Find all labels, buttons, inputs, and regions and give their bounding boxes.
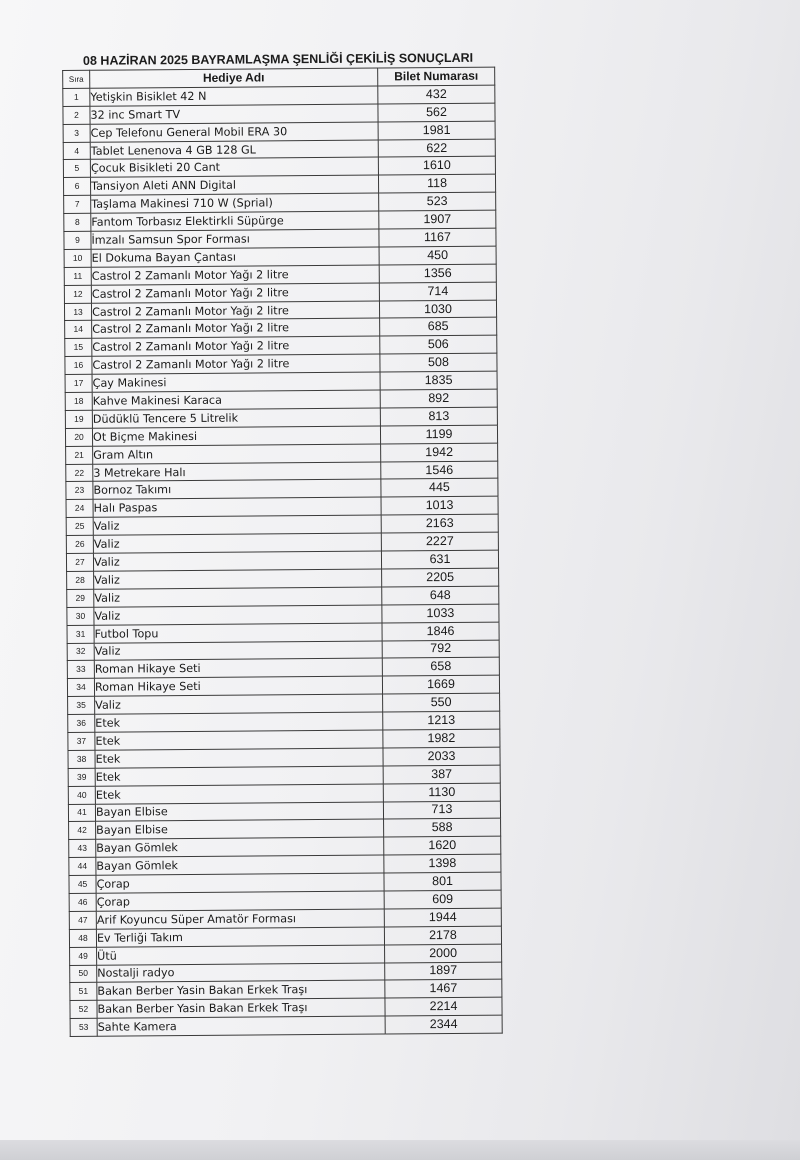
ticket-number: 713 xyxy=(383,801,500,820)
ticket-number: 1213 xyxy=(383,711,500,730)
ticket-number: 2178 xyxy=(384,926,501,945)
row-number: 12 xyxy=(64,285,91,303)
gift-name: Castrol 2 Zamanlı Motor Yağı 2 litre xyxy=(91,301,379,321)
row-number: 9 xyxy=(64,231,91,249)
gift-name: Castrol 2 Zamanlı Motor Yağı 2 litre xyxy=(92,336,380,356)
ticket-number: 1356 xyxy=(379,264,496,283)
gift-name: Ütü xyxy=(97,945,385,965)
gift-name: Bayan Gömlek xyxy=(96,837,384,857)
row-number: 16 xyxy=(65,357,92,375)
row-number: 53 xyxy=(70,1018,97,1036)
row-number: 42 xyxy=(69,822,96,840)
gift-name: Gram Altın xyxy=(93,444,381,464)
gift-name: 3 Metrekare Halı xyxy=(93,462,381,482)
ticket-number: 685 xyxy=(380,318,497,337)
row-number: 41 xyxy=(68,804,95,822)
row-number: 36 xyxy=(68,714,95,732)
gift-name: Etek xyxy=(95,748,383,768)
row-number: 44 xyxy=(69,857,96,875)
row-number: 32 xyxy=(67,643,94,661)
ticket-number: 2205 xyxy=(382,568,499,587)
row-number: 21 xyxy=(66,446,93,464)
row-number: 45 xyxy=(69,875,96,893)
ticket-number: 506 xyxy=(380,335,497,354)
gift-name: Roman Hikaye Seti xyxy=(94,676,382,696)
ticket-number: 1167 xyxy=(379,228,496,247)
ticket-number: 118 xyxy=(378,174,495,193)
gift-name: Çay Makinesi xyxy=(92,372,380,392)
gift-name: Çorap xyxy=(96,891,384,911)
gift-name: Castrol 2 Zamanlı Motor Yağı 2 litre xyxy=(92,318,380,338)
row-number: 27 xyxy=(66,553,93,571)
ticket-number: 523 xyxy=(379,192,496,211)
gift-name: Kahve Makinesi Karaca xyxy=(92,390,380,410)
ticket-number: 562 xyxy=(378,103,495,122)
ticket-number: 1199 xyxy=(380,425,497,444)
gift-name: Etek xyxy=(95,712,383,732)
row-number: 47 xyxy=(69,911,96,929)
gift-name: Tansiyon Aleti ANN Digital xyxy=(90,175,378,195)
gift-name: Bornoz Takımı xyxy=(93,479,381,499)
gift-name: Castrol 2 Zamanlı Motor Yağı 2 litre xyxy=(92,354,380,374)
ticket-number: 1907 xyxy=(379,210,496,229)
row-number: 37 xyxy=(68,732,95,750)
row-number: 13 xyxy=(64,303,91,321)
ticket-number: 1846 xyxy=(382,622,499,641)
gift-name: Sahte Kamera xyxy=(97,1016,385,1036)
row-number: 20 xyxy=(65,428,92,446)
row-number: 11 xyxy=(64,267,91,285)
row-number: 8 xyxy=(64,213,91,231)
gift-name: Bayan Elbise xyxy=(96,819,384,839)
gift-name: Roman Hikaye Seti xyxy=(94,658,382,678)
gift-name: Fantom Torbasız Elektirkli Süpürge xyxy=(91,211,379,231)
gift-name: Cep Telefonu General Mobil ERA 30 xyxy=(90,122,378,142)
row-number: 29 xyxy=(67,589,94,607)
ticket-number: 2000 xyxy=(385,944,502,963)
ticket-number: 1620 xyxy=(384,836,501,855)
row-number: 51 xyxy=(70,983,97,1001)
row-number: 24 xyxy=(66,500,93,518)
row-number: 49 xyxy=(70,947,97,965)
gift-name: Castrol 2 Zamanlı Motor Yağı 2 litre xyxy=(91,283,379,303)
ticket-number: 631 xyxy=(381,550,498,569)
row-number: 15 xyxy=(65,339,92,357)
ticket-number: 1610 xyxy=(378,157,495,176)
gift-name: İmzalı Samsun Spor Forması xyxy=(91,229,379,249)
row-number: 4 xyxy=(63,142,90,160)
row-number: 28 xyxy=(67,571,94,589)
ticket-number: 813 xyxy=(380,407,497,426)
gift-name: Çorap xyxy=(96,873,384,893)
gift-name: Taşlama Makinesi 710 W (Sprial) xyxy=(91,193,379,213)
row-number: 23 xyxy=(66,482,93,500)
gift-name: Futbol Topu xyxy=(94,623,382,643)
row-number: 2 xyxy=(63,106,90,124)
ticket-number: 1546 xyxy=(381,461,498,480)
paper-bottom-edge xyxy=(0,1140,800,1160)
results-table xyxy=(62,67,503,1037)
row-number: 22 xyxy=(66,464,93,482)
gift-name: Valiz xyxy=(95,694,383,714)
row-number: 14 xyxy=(65,321,92,339)
ticket-number: 892 xyxy=(380,389,497,408)
row-number: 46 xyxy=(69,893,96,911)
ticket-number: 1942 xyxy=(381,443,498,462)
gift-name: Tablet Lenenova 4 GB 128 GL xyxy=(90,140,378,160)
ticket-number: 2227 xyxy=(381,532,498,551)
row-number: 35 xyxy=(68,696,95,714)
ticket-number: 792 xyxy=(382,640,499,659)
row-number: 26 xyxy=(66,535,93,553)
ticket-number: 1013 xyxy=(381,496,498,515)
ticket-number: 2214 xyxy=(385,997,502,1016)
ticket-number: 1398 xyxy=(384,854,501,873)
gift-name: Valiz xyxy=(93,551,381,571)
gift-name: Etek xyxy=(95,730,383,750)
gift-name: Valiz xyxy=(94,605,382,625)
gift-name: Valiz xyxy=(93,533,381,553)
ticket-number: 714 xyxy=(379,282,496,301)
ticket-number: 658 xyxy=(382,657,499,676)
row-number: 10 xyxy=(64,249,91,267)
row-number: 50 xyxy=(70,965,97,983)
gift-name: Bayan Elbise xyxy=(95,802,383,822)
ticket-number: 1030 xyxy=(379,300,496,319)
row-number: 18 xyxy=(65,392,92,410)
ticket-number: 1669 xyxy=(382,675,499,694)
row-number: 31 xyxy=(67,625,94,643)
ticket-number: 1982 xyxy=(383,729,500,748)
gift-name: Halı Paspas xyxy=(93,497,381,517)
ticket-number: 450 xyxy=(379,246,496,265)
row-number: 6 xyxy=(63,178,90,196)
document-title: 08 HAZİRAN 2025 BAYRAMLAŞMA ŞENLİĞİ ÇEKİLİŞ SONUÇLARI xyxy=(82,50,474,68)
ticket-number: 1130 xyxy=(383,783,500,802)
ticket-number: 588 xyxy=(384,818,501,837)
ticket-number: 445 xyxy=(381,479,498,498)
row-number: 30 xyxy=(67,607,94,625)
results-document xyxy=(62,49,502,1037)
gift-name: Valiz xyxy=(94,641,382,661)
row-number: 38 xyxy=(68,750,95,768)
ticket-number: 432 xyxy=(378,85,495,104)
gift-name: Nostalji radyo xyxy=(97,963,385,983)
row-number: 34 xyxy=(67,679,94,697)
row-number: 17 xyxy=(65,374,92,392)
gift-name: Valiz xyxy=(94,569,382,589)
ticket-number: 2163 xyxy=(381,514,498,533)
ticket-number: 2344 xyxy=(385,1015,502,1034)
column-header-sira: Sıra xyxy=(63,70,90,88)
gift-name: Etek xyxy=(95,766,383,786)
gift-name: Çocuk Bisikleti 20 Cant xyxy=(90,157,378,177)
ticket-number: 508 xyxy=(380,353,497,372)
row-number: 3 xyxy=(63,124,90,142)
gift-name: Valiz xyxy=(94,587,382,607)
gift-name: Bakan Berber Yasin Bakan Erkek Traşı xyxy=(97,998,385,1018)
ticket-number: 387 xyxy=(383,765,500,784)
gift-name: Ev Terliği Takım xyxy=(96,927,384,947)
row-number: 5 xyxy=(63,160,90,178)
gift-name: Bayan Gömlek xyxy=(96,855,384,875)
row-number: 39 xyxy=(68,768,95,786)
ticket-number: 1944 xyxy=(384,908,501,927)
gift-name: 32 inc Smart TV xyxy=(90,104,378,124)
ticket-number: 622 xyxy=(378,139,495,158)
row-number: 48 xyxy=(69,929,96,947)
row-number: 43 xyxy=(69,840,96,858)
gift-name: Arif Koyuncu Süper Amatör Forması xyxy=(96,909,384,929)
row-number: 25 xyxy=(66,518,93,536)
ticket-number: 801 xyxy=(384,872,501,891)
table-row xyxy=(70,1015,502,1036)
row-number: 1 xyxy=(63,88,90,106)
ticket-number: 1981 xyxy=(378,121,495,140)
results-table-body xyxy=(63,85,502,1037)
ticket-number: 1033 xyxy=(382,604,499,623)
gift-name: Bakan Berber Yasin Bakan Erkek Traşı xyxy=(97,980,385,1000)
gift-name: Düdüklü Tencere 5 Litrelik xyxy=(92,408,380,428)
gift-name: Yetişkin Bisiklet 42 N xyxy=(90,86,378,106)
gift-name: Castrol 2 Zamanlı Motor Yağı 2 litre xyxy=(91,265,379,285)
row-number: 19 xyxy=(65,410,92,428)
gift-name: Etek xyxy=(95,784,383,804)
ticket-number: 1467 xyxy=(385,979,502,998)
gift-name: El Dokuma Bayan Çantası xyxy=(91,247,379,267)
row-number: 7 xyxy=(64,196,91,214)
gift-name: Ot Biçme Makinesi xyxy=(92,426,380,446)
ticket-number: 550 xyxy=(383,693,500,712)
column-header-gift-name: Hediye Adı xyxy=(90,68,378,88)
gift-name: Valiz xyxy=(93,515,381,535)
ticket-number: 609 xyxy=(384,890,501,909)
ticket-number: 648 xyxy=(382,586,499,605)
column-header-ticket-number: Bilet Numarası xyxy=(378,67,495,86)
ticket-number: 1835 xyxy=(380,371,497,390)
row-number: 33 xyxy=(67,661,94,679)
ticket-number: 1897 xyxy=(385,962,502,981)
ticket-number: 2033 xyxy=(383,747,500,766)
row-number: 52 xyxy=(70,1001,97,1019)
row-number: 40 xyxy=(68,786,95,804)
